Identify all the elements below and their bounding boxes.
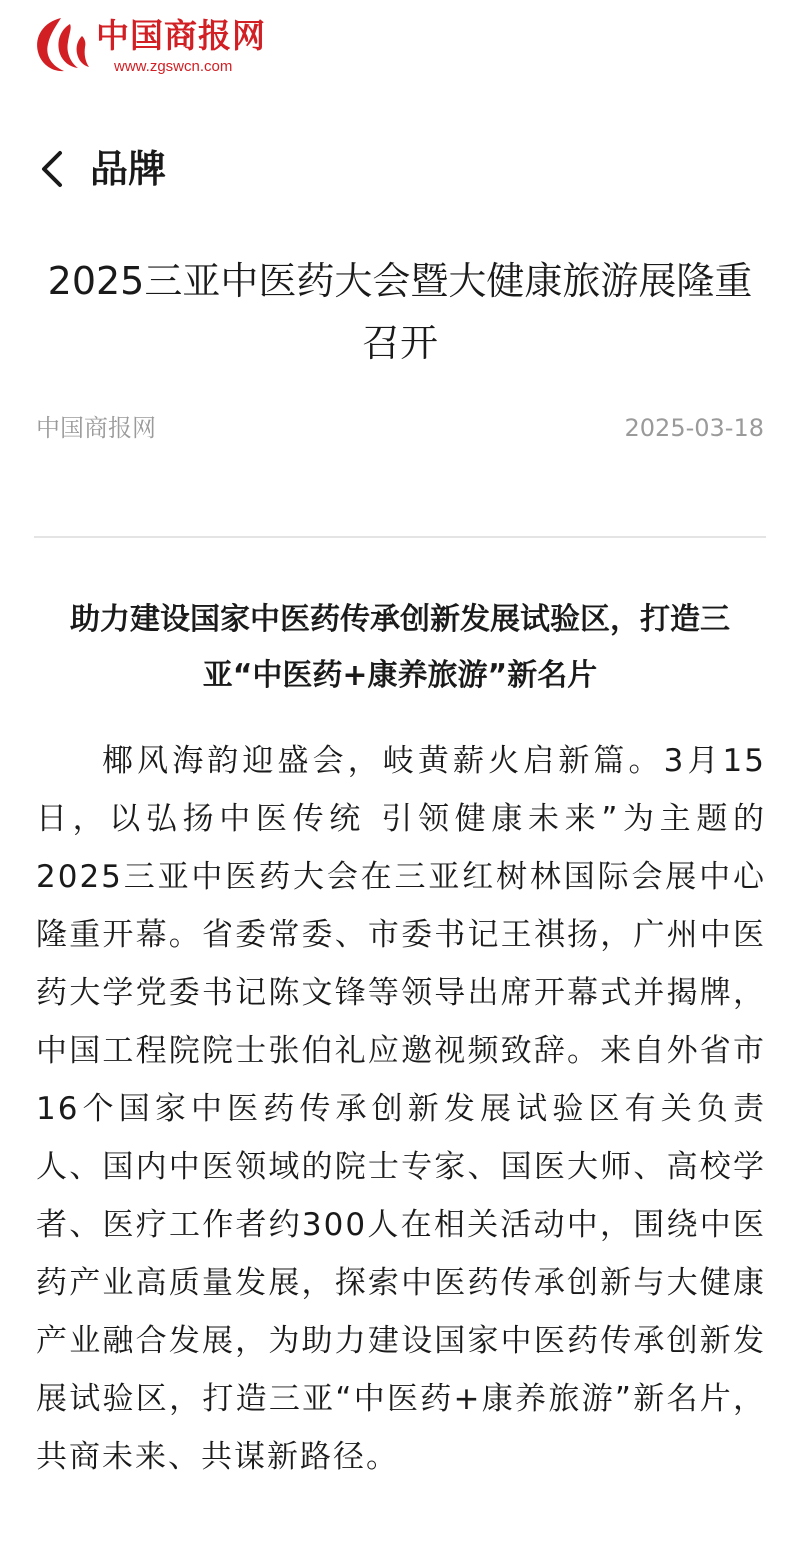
divider [34, 536, 766, 538]
article-title: 2025三亚中医药大会暨大健康旅游展隆重召开 [47, 259, 753, 365]
nav-title: 品牌 [90, 147, 167, 191]
logo-name: 中国商报网 [96, 16, 266, 55]
site-header [0, 0, 800, 100]
logo-flame-icon [30, 14, 92, 76]
site-logo[interactable] [30, 12, 290, 82]
article-subheading: 助力建设国家中医药传承创新发展试验区，打造三亚“中医药+康养旅游”新名片 [70, 602, 730, 693]
logo-url: www.zgswcn.com [114, 58, 233, 75]
article-meta [36, 408, 764, 448]
chevron-left-icon [36, 147, 70, 191]
nav-bar [0, 135, 800, 205]
back-button[interactable] [36, 147, 70, 191]
article-date: 2025-03-18 [624, 414, 764, 442]
article-source: 中国商报网 [36, 414, 156, 442]
article-paragraph: 椰风海韵迎盛会，岐黄薪火启新篇。3月15日，以弘扬中医传统 引领健康未来”为主题的2025三亚中医药大会在三亚红树林国际会展中心隆重开幕。省委常委、市委书记王祺扬，广州中医药大学党委书记陈文锋等领导出席开幕式并揭牌，中国工程院院士张伯礼应邀视频致辞。来自外省市16个国家中医药传承创新发展试验区有关负责人、国内中医领域的院士专家、国医大师、高校学者、医疗工作者约300人在相关活动中，围绕中医药产业高质量发展，探索中医药传承创新与大健康产业融合发展，为助力建设国家中医药传承创新发展试验区，打造三亚“中医药+康养旅游”新名片，共商未来、共谋新路径。 [36, 743, 766, 1475]
